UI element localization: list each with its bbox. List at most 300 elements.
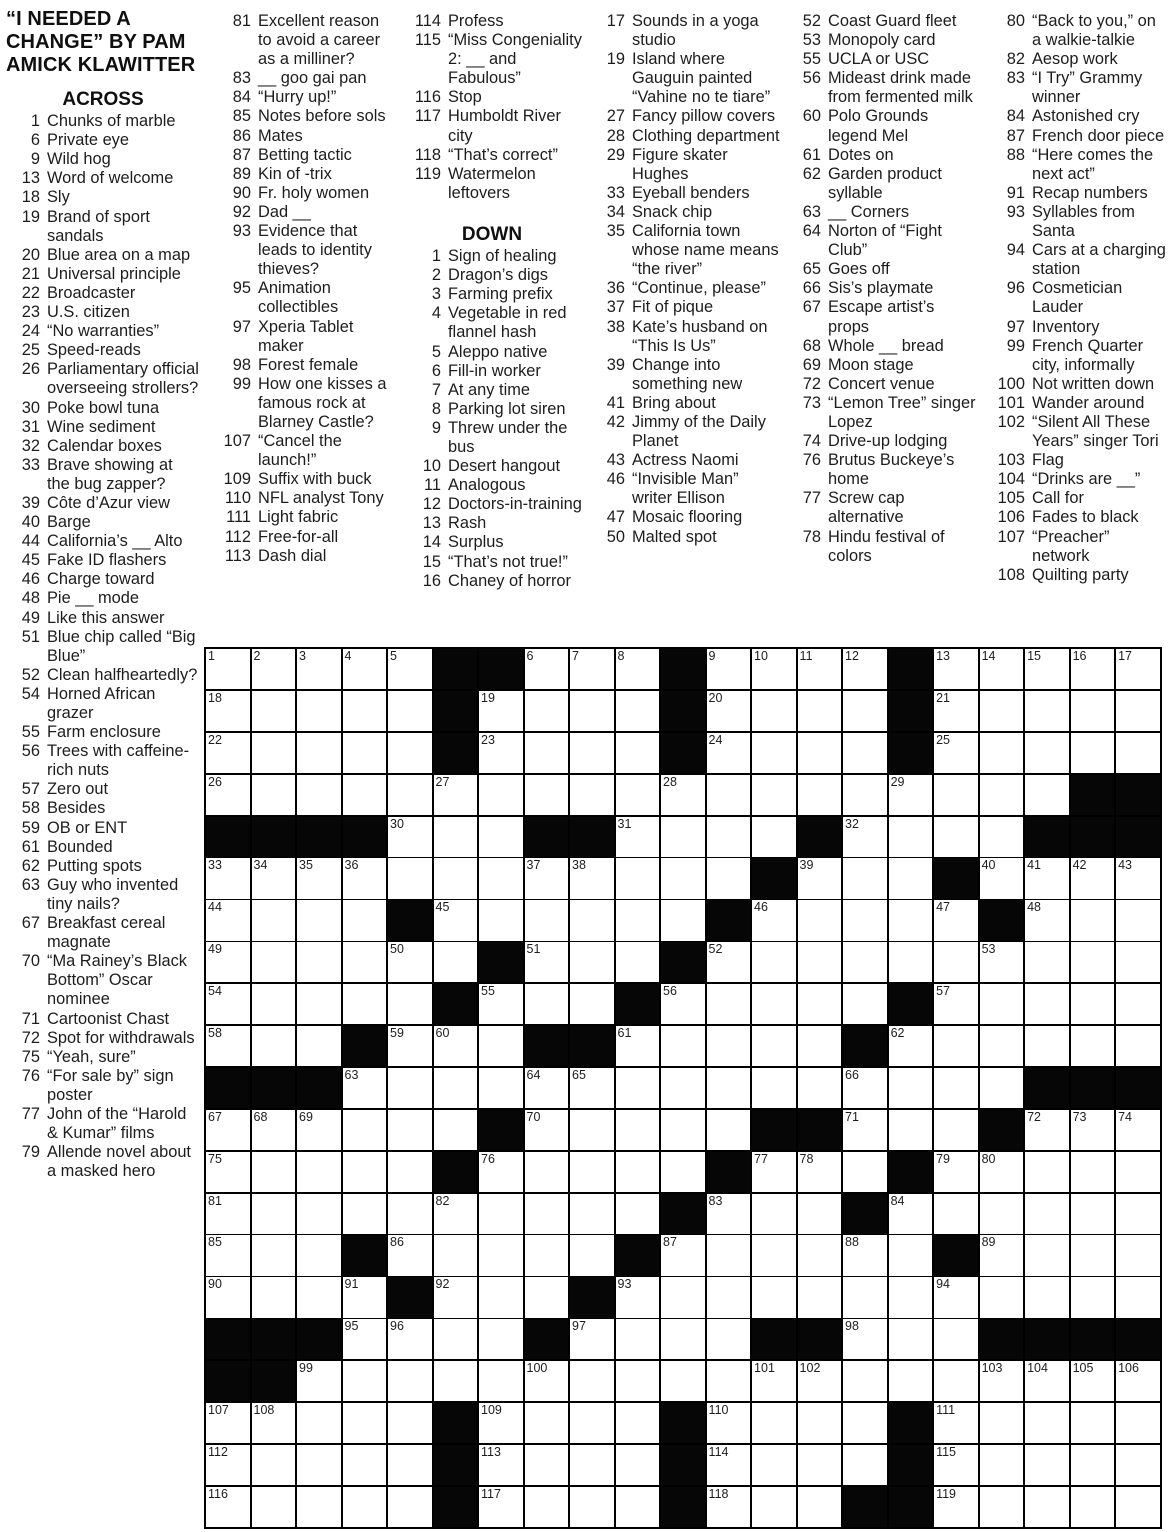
grid-cell[interactable] bbox=[1025, 1110, 1069, 1150]
grid-cell[interactable] bbox=[388, 1110, 432, 1150]
grid-cell[interactable] bbox=[843, 1403, 887, 1443]
grid-cell[interactable] bbox=[980, 1361, 1024, 1401]
grid-cell[interactable] bbox=[343, 733, 387, 773]
grid-cell[interactable] bbox=[752, 1487, 796, 1527]
grid-cell[interactable] bbox=[980, 1403, 1024, 1443]
grid-cell[interactable] bbox=[206, 649, 250, 689]
grid-cell[interactable] bbox=[889, 1319, 933, 1359]
grid-cell[interactable] bbox=[707, 1235, 751, 1275]
grid-cell[interactable] bbox=[1025, 1277, 1069, 1317]
grid-cell[interactable] bbox=[570, 984, 614, 1024]
grid-cell[interactable] bbox=[980, 733, 1024, 773]
grid-cell[interactable] bbox=[1071, 1445, 1115, 1485]
grid-cell[interactable] bbox=[707, 1194, 751, 1234]
grid-cell[interactable] bbox=[752, 1194, 796, 1234]
grid-cell[interactable] bbox=[707, 1487, 751, 1527]
grid-cell[interactable] bbox=[1071, 1026, 1115, 1066]
grid-cell[interactable] bbox=[297, 1194, 341, 1234]
grid-cell[interactable] bbox=[252, 942, 296, 982]
grid-cell[interactable] bbox=[843, 1361, 887, 1401]
grid-cell[interactable] bbox=[525, 1068, 569, 1108]
grid-cell[interactable] bbox=[661, 1277, 705, 1317]
grid-cell[interactable] bbox=[206, 1152, 250, 1192]
grid-cell[interactable] bbox=[616, 1277, 660, 1317]
grid-cell[interactable] bbox=[752, 691, 796, 731]
grid-cell[interactable] bbox=[843, 1277, 887, 1317]
grid-cell[interactable] bbox=[661, 1319, 705, 1359]
grid-cell[interactable] bbox=[297, 984, 341, 1024]
grid-cell[interactable] bbox=[434, 1319, 478, 1359]
grid-cell[interactable] bbox=[934, 984, 978, 1024]
grid-cell[interactable] bbox=[388, 1445, 432, 1485]
grid-cell[interactable] bbox=[707, 691, 751, 731]
grid-cell[interactable] bbox=[479, 817, 523, 857]
grid-cell[interactable] bbox=[980, 942, 1024, 982]
grid-cell[interactable] bbox=[343, 1194, 387, 1234]
grid-cell[interactable] bbox=[206, 1194, 250, 1234]
grid-cell[interactable] bbox=[752, 1361, 796, 1401]
grid-cell[interactable] bbox=[343, 1361, 387, 1401]
grid-cell[interactable] bbox=[1116, 1403, 1160, 1443]
grid-cell[interactable] bbox=[707, 1403, 751, 1443]
grid-cell[interactable] bbox=[934, 1110, 978, 1150]
grid-cell[interactable] bbox=[570, 1194, 614, 1234]
grid-cell[interactable] bbox=[434, 900, 478, 940]
grid-cell[interactable] bbox=[798, 984, 842, 1024]
grid-cell[interactable] bbox=[616, 858, 660, 898]
grid-cell[interactable] bbox=[752, 984, 796, 1024]
grid-cell[interactable] bbox=[388, 942, 432, 982]
grid-cell[interactable] bbox=[479, 1319, 523, 1359]
grid-cell[interactable] bbox=[980, 1194, 1024, 1234]
grid-cell[interactable] bbox=[479, 775, 523, 815]
grid-cell[interactable] bbox=[889, 858, 933, 898]
grid-cell[interactable] bbox=[1025, 1403, 1069, 1443]
grid-cell[interactable] bbox=[525, 1235, 569, 1275]
grid-cell[interactable] bbox=[889, 942, 933, 982]
grid-cell[interactable] bbox=[434, 817, 478, 857]
grid-cell[interactable] bbox=[980, 817, 1024, 857]
grid-cell[interactable] bbox=[206, 942, 250, 982]
grid-cell[interactable] bbox=[1116, 691, 1160, 731]
grid-cell[interactable] bbox=[434, 1110, 478, 1150]
grid-cell[interactable] bbox=[343, 1110, 387, 1150]
grid-cell[interactable] bbox=[525, 942, 569, 982]
grid-cell[interactable] bbox=[1071, 984, 1115, 1024]
grid-cell[interactable] bbox=[434, 1361, 478, 1401]
grid-cell[interactable] bbox=[707, 775, 751, 815]
grid-cell[interactable] bbox=[570, 1319, 614, 1359]
grid-cell[interactable] bbox=[889, 1277, 933, 1317]
grid-cell[interactable] bbox=[616, 1361, 660, 1401]
grid-cell[interactable] bbox=[661, 817, 705, 857]
grid-cell[interactable] bbox=[843, 817, 887, 857]
grid-cell[interactable] bbox=[1025, 733, 1069, 773]
grid-cell[interactable] bbox=[434, 1277, 478, 1317]
grid-cell[interactable] bbox=[980, 1152, 1024, 1192]
grid-cell[interactable] bbox=[1116, 1277, 1160, 1317]
grid-cell[interactable] bbox=[388, 1194, 432, 1234]
grid-cell[interactable] bbox=[388, 1487, 432, 1527]
grid-cell[interactable] bbox=[206, 691, 250, 731]
grid-cell[interactable] bbox=[297, 1026, 341, 1066]
grid-cell[interactable] bbox=[479, 1277, 523, 1317]
grid-cell[interactable] bbox=[479, 733, 523, 773]
grid-cell[interactable] bbox=[843, 691, 887, 731]
grid-cell[interactable] bbox=[206, 1487, 250, 1527]
grid-cell[interactable] bbox=[388, 1361, 432, 1401]
grid-cell[interactable] bbox=[570, 1110, 614, 1150]
grid-cell[interactable] bbox=[798, 1277, 842, 1317]
grid-cell[interactable] bbox=[934, 1403, 978, 1443]
grid-cell[interactable] bbox=[525, 649, 569, 689]
grid-cell[interactable] bbox=[1116, 1235, 1160, 1275]
grid-cell[interactable] bbox=[525, 1194, 569, 1234]
grid-cell[interactable] bbox=[843, 1068, 887, 1108]
grid-cell[interactable] bbox=[525, 900, 569, 940]
grid-cell[interactable] bbox=[297, 649, 341, 689]
grid-cell[interactable] bbox=[934, 1026, 978, 1066]
grid-cell[interactable] bbox=[798, 942, 842, 982]
grid-cell[interactable] bbox=[252, 733, 296, 773]
grid-cell[interactable] bbox=[252, 1487, 296, 1527]
grid-cell[interactable] bbox=[343, 984, 387, 1024]
grid-cell[interactable] bbox=[525, 858, 569, 898]
grid-cell[interactable] bbox=[388, 1026, 432, 1066]
grid-cell[interactable] bbox=[616, 1445, 660, 1485]
grid-cell[interactable] bbox=[570, 1068, 614, 1108]
grid-cell[interactable] bbox=[798, 1361, 842, 1401]
grid-cell[interactable] bbox=[934, 1445, 978, 1485]
grid-cell[interactable] bbox=[934, 733, 978, 773]
grid-cell[interactable] bbox=[479, 984, 523, 1024]
grid-cell[interactable] bbox=[343, 858, 387, 898]
grid-cell[interactable] bbox=[616, 1194, 660, 1234]
grid-cell[interactable] bbox=[934, 1068, 978, 1108]
grid-cell[interactable] bbox=[1071, 1403, 1115, 1443]
grid-cell[interactable] bbox=[343, 900, 387, 940]
grid-cell[interactable] bbox=[707, 1319, 751, 1359]
grid-cell[interactable] bbox=[1025, 1445, 1069, 1485]
grid-cell[interactable] bbox=[388, 1235, 432, 1275]
grid-cell[interactable] bbox=[980, 1026, 1024, 1066]
grid-cell[interactable] bbox=[616, 1026, 660, 1066]
grid-cell[interactable] bbox=[798, 1445, 842, 1485]
grid-cell[interactable] bbox=[206, 1235, 250, 1275]
grid-cell[interactable] bbox=[570, 942, 614, 982]
grid-cell[interactable] bbox=[934, 1277, 978, 1317]
grid-cell[interactable] bbox=[843, 733, 887, 773]
grid-cell[interactable] bbox=[1116, 649, 1160, 689]
grid-cell[interactable] bbox=[1116, 1026, 1160, 1066]
grid-cell[interactable] bbox=[434, 1026, 478, 1066]
grid-cell[interactable] bbox=[479, 1194, 523, 1234]
grid-cell[interactable] bbox=[1025, 1152, 1069, 1192]
grid-cell[interactable] bbox=[570, 649, 614, 689]
grid-cell[interactable] bbox=[252, 1194, 296, 1234]
grid-cell[interactable] bbox=[388, 733, 432, 773]
grid-cell[interactable] bbox=[752, 817, 796, 857]
grid-cell[interactable] bbox=[1071, 1152, 1115, 1192]
grid-cell[interactable] bbox=[843, 649, 887, 689]
grid-cell[interactable] bbox=[570, 733, 614, 773]
grid-cell[interactable] bbox=[1116, 984, 1160, 1024]
grid-cell[interactable] bbox=[798, 1403, 842, 1443]
grid-cell[interactable] bbox=[252, 1026, 296, 1066]
grid-cell[interactable] bbox=[570, 1152, 614, 1192]
grid-cell[interactable] bbox=[252, 984, 296, 1024]
grid-cell[interactable] bbox=[843, 942, 887, 982]
grid-cell[interactable] bbox=[570, 1361, 614, 1401]
grid-cell[interactable] bbox=[752, 1026, 796, 1066]
grid-cell[interactable] bbox=[980, 1487, 1024, 1527]
grid-cell[interactable] bbox=[1025, 858, 1069, 898]
grid-cell[interactable] bbox=[297, 1445, 341, 1485]
grid-cell[interactable] bbox=[297, 1235, 341, 1275]
grid-cell[interactable] bbox=[798, 691, 842, 731]
grid-cell[interactable] bbox=[707, 649, 751, 689]
grid-cell[interactable] bbox=[252, 649, 296, 689]
grid-cell[interactable] bbox=[343, 1319, 387, 1359]
grid-cell[interactable] bbox=[616, 1319, 660, 1359]
grid-cell[interactable] bbox=[388, 817, 432, 857]
grid-cell[interactable] bbox=[297, 1403, 341, 1443]
grid-cell[interactable] bbox=[798, 1026, 842, 1066]
grid-cell[interactable] bbox=[1025, 649, 1069, 689]
grid-cell[interactable] bbox=[1025, 691, 1069, 731]
grid-cell[interactable] bbox=[434, 942, 478, 982]
grid-cell[interactable] bbox=[934, 649, 978, 689]
grid-cell[interactable] bbox=[206, 1277, 250, 1317]
grid-cell[interactable] bbox=[798, 649, 842, 689]
grid-cell[interactable] bbox=[661, 1110, 705, 1150]
grid-cell[interactable] bbox=[889, 900, 933, 940]
grid-cell[interactable] bbox=[388, 858, 432, 898]
grid-cell[interactable] bbox=[1025, 984, 1069, 1024]
grid-cell[interactable] bbox=[1025, 775, 1069, 815]
grid-cell[interactable] bbox=[434, 775, 478, 815]
grid-cell[interactable] bbox=[525, 1152, 569, 1192]
grid-cell[interactable] bbox=[752, 1403, 796, 1443]
grid-cell[interactable] bbox=[525, 1445, 569, 1485]
grid-cell[interactable] bbox=[1025, 942, 1069, 982]
grid-cell[interactable] bbox=[980, 1068, 1024, 1108]
grid-cell[interactable] bbox=[570, 1445, 614, 1485]
grid-cell[interactable] bbox=[252, 1403, 296, 1443]
grid-cell[interactable] bbox=[479, 1445, 523, 1485]
grid-cell[interactable] bbox=[752, 1152, 796, 1192]
grid-cell[interactable] bbox=[843, 1445, 887, 1485]
grid-cell[interactable] bbox=[343, 942, 387, 982]
grid-cell[interactable] bbox=[616, 691, 660, 731]
grid-cell[interactable] bbox=[934, 1152, 978, 1192]
grid-cell[interactable] bbox=[434, 1235, 478, 1275]
grid-cell[interactable] bbox=[889, 1026, 933, 1066]
grid-cell[interactable] bbox=[934, 1487, 978, 1527]
grid-cell[interactable] bbox=[1116, 1152, 1160, 1192]
grid-cell[interactable] bbox=[934, 900, 978, 940]
grid-cell[interactable] bbox=[707, 817, 751, 857]
grid-cell[interactable] bbox=[889, 1361, 933, 1401]
grid-cell[interactable] bbox=[297, 733, 341, 773]
grid-cell[interactable] bbox=[752, 942, 796, 982]
grid-cell[interactable] bbox=[661, 984, 705, 1024]
grid-cell[interactable] bbox=[1071, 1110, 1115, 1150]
grid-cell[interactable] bbox=[343, 691, 387, 731]
grid-cell[interactable] bbox=[479, 1068, 523, 1108]
grid-cell[interactable] bbox=[616, 1110, 660, 1150]
grid-cell[interactable] bbox=[525, 691, 569, 731]
grid-cell[interactable] bbox=[980, 1235, 1024, 1275]
grid-cell[interactable] bbox=[1071, 858, 1115, 898]
grid-cell[interactable] bbox=[252, 858, 296, 898]
grid-cell[interactable] bbox=[206, 775, 250, 815]
grid-cell[interactable] bbox=[616, 649, 660, 689]
grid-cell[interactable] bbox=[479, 1361, 523, 1401]
grid-cell[interactable] bbox=[343, 1152, 387, 1192]
grid-cell[interactable] bbox=[707, 858, 751, 898]
grid-cell[interactable] bbox=[252, 900, 296, 940]
grid-cell[interactable] bbox=[388, 1152, 432, 1192]
grid-cell[interactable] bbox=[980, 858, 1024, 898]
grid-cell[interactable] bbox=[843, 1110, 887, 1150]
grid-cell[interactable] bbox=[752, 1277, 796, 1317]
grid-cell[interactable] bbox=[616, 1403, 660, 1443]
grid-cell[interactable] bbox=[661, 900, 705, 940]
grid-cell[interactable] bbox=[252, 775, 296, 815]
grid-cell[interactable] bbox=[479, 1152, 523, 1192]
grid-cell[interactable] bbox=[843, 1235, 887, 1275]
grid-cell[interactable] bbox=[252, 1235, 296, 1275]
grid-cell[interactable] bbox=[843, 984, 887, 1024]
grid-cell[interactable] bbox=[1071, 649, 1115, 689]
grid-cell[interactable] bbox=[843, 1152, 887, 1192]
grid-cell[interactable] bbox=[980, 984, 1024, 1024]
grid-cell[interactable] bbox=[798, 775, 842, 815]
grid-cell[interactable] bbox=[843, 1319, 887, 1359]
grid-cell[interactable] bbox=[343, 1068, 387, 1108]
grid-cell[interactable] bbox=[661, 1235, 705, 1275]
grid-cell[interactable] bbox=[297, 942, 341, 982]
grid-cell[interactable] bbox=[206, 1026, 250, 1066]
grid-cell[interactable] bbox=[1116, 858, 1160, 898]
grid-cell[interactable] bbox=[798, 1194, 842, 1234]
grid-cell[interactable] bbox=[980, 1277, 1024, 1317]
grid-cell[interactable] bbox=[980, 691, 1024, 731]
grid-cell[interactable] bbox=[1071, 942, 1115, 982]
grid-cell[interactable] bbox=[798, 1487, 842, 1527]
grid-cell[interactable] bbox=[434, 1068, 478, 1108]
grid-cell[interactable] bbox=[570, 691, 614, 731]
grid-cell[interactable] bbox=[752, 1235, 796, 1275]
grid-cell[interactable] bbox=[206, 900, 250, 940]
grid-cell[interactable] bbox=[388, 691, 432, 731]
grid-cell[interactable] bbox=[889, 1068, 933, 1108]
grid-cell[interactable] bbox=[525, 1277, 569, 1317]
grid-cell[interactable] bbox=[388, 649, 432, 689]
grid-cell[interactable] bbox=[434, 858, 478, 898]
grid-cell[interactable] bbox=[616, 900, 660, 940]
grid-cell[interactable] bbox=[798, 900, 842, 940]
grid-cell[interactable] bbox=[252, 1445, 296, 1485]
grid-cell[interactable] bbox=[707, 1110, 751, 1150]
grid-cell[interactable] bbox=[206, 1445, 250, 1485]
grid-cell[interactable] bbox=[889, 1235, 933, 1275]
grid-cell[interactable] bbox=[525, 984, 569, 1024]
grid-cell[interactable] bbox=[297, 1110, 341, 1150]
grid-cell[interactable] bbox=[661, 775, 705, 815]
grid-cell[interactable] bbox=[388, 1319, 432, 1359]
grid-cell[interactable] bbox=[297, 858, 341, 898]
grid-cell[interactable] bbox=[388, 1068, 432, 1108]
grid-cell[interactable] bbox=[616, 1152, 660, 1192]
grid-cell[interactable] bbox=[479, 691, 523, 731]
grid-cell[interactable] bbox=[798, 1235, 842, 1275]
grid-cell[interactable] bbox=[934, 1194, 978, 1234]
grid-cell[interactable] bbox=[616, 817, 660, 857]
grid-cell[interactable] bbox=[434, 1194, 478, 1234]
grid-cell[interactable] bbox=[1025, 1194, 1069, 1234]
grid-cell[interactable] bbox=[297, 1277, 341, 1317]
grid-cell[interactable] bbox=[798, 1152, 842, 1192]
grid-cell[interactable] bbox=[934, 1319, 978, 1359]
grid-cell[interactable] bbox=[707, 942, 751, 982]
grid-cell[interactable] bbox=[525, 775, 569, 815]
grid-cell[interactable] bbox=[343, 1487, 387, 1527]
grid-cell[interactable] bbox=[525, 1110, 569, 1150]
grid-cell[interactable] bbox=[1071, 1487, 1115, 1527]
grid-cell[interactable] bbox=[206, 1110, 250, 1150]
grid-cell[interactable] bbox=[934, 942, 978, 982]
grid-cell[interactable] bbox=[843, 858, 887, 898]
grid-cell[interactable] bbox=[616, 1487, 660, 1527]
grid-cell[interactable] bbox=[1071, 1277, 1115, 1317]
grid-cell[interactable] bbox=[798, 1068, 842, 1108]
grid-cell[interactable] bbox=[252, 1152, 296, 1192]
grid-cell[interactable] bbox=[570, 1235, 614, 1275]
grid-cell[interactable] bbox=[1025, 1361, 1069, 1401]
grid-cell[interactable] bbox=[752, 900, 796, 940]
grid-cell[interactable] bbox=[1071, 900, 1115, 940]
grid-cell[interactable] bbox=[1025, 900, 1069, 940]
grid-cell[interactable] bbox=[843, 775, 887, 815]
grid-cell[interactable] bbox=[889, 775, 933, 815]
grid-cell[interactable] bbox=[479, 1403, 523, 1443]
grid-cell[interactable] bbox=[206, 733, 250, 773]
grid-cell[interactable] bbox=[1116, 1445, 1160, 1485]
grid-cell[interactable] bbox=[707, 1361, 751, 1401]
grid-cell[interactable] bbox=[707, 1277, 751, 1317]
grid-cell[interactable] bbox=[570, 900, 614, 940]
grid-cell[interactable] bbox=[1071, 1194, 1115, 1234]
grid-cell[interactable] bbox=[752, 1445, 796, 1485]
grid-cell[interactable] bbox=[1025, 1026, 1069, 1066]
grid-cell[interactable] bbox=[297, 1152, 341, 1192]
grid-cell[interactable] bbox=[752, 1068, 796, 1108]
grid-cell[interactable] bbox=[479, 858, 523, 898]
grid-cell[interactable] bbox=[980, 649, 1024, 689]
grid-cell[interactable] bbox=[1116, 900, 1160, 940]
grid-cell[interactable] bbox=[1071, 691, 1115, 731]
grid-cell[interactable] bbox=[479, 900, 523, 940]
grid-cell[interactable] bbox=[1025, 1235, 1069, 1275]
grid-cell[interactable] bbox=[661, 1026, 705, 1066]
grid-cell[interactable] bbox=[206, 1403, 250, 1443]
grid-cell[interactable] bbox=[934, 817, 978, 857]
grid-cell[interactable] bbox=[343, 1277, 387, 1317]
grid-cell[interactable] bbox=[479, 1026, 523, 1066]
grid-cell[interactable] bbox=[798, 858, 842, 898]
